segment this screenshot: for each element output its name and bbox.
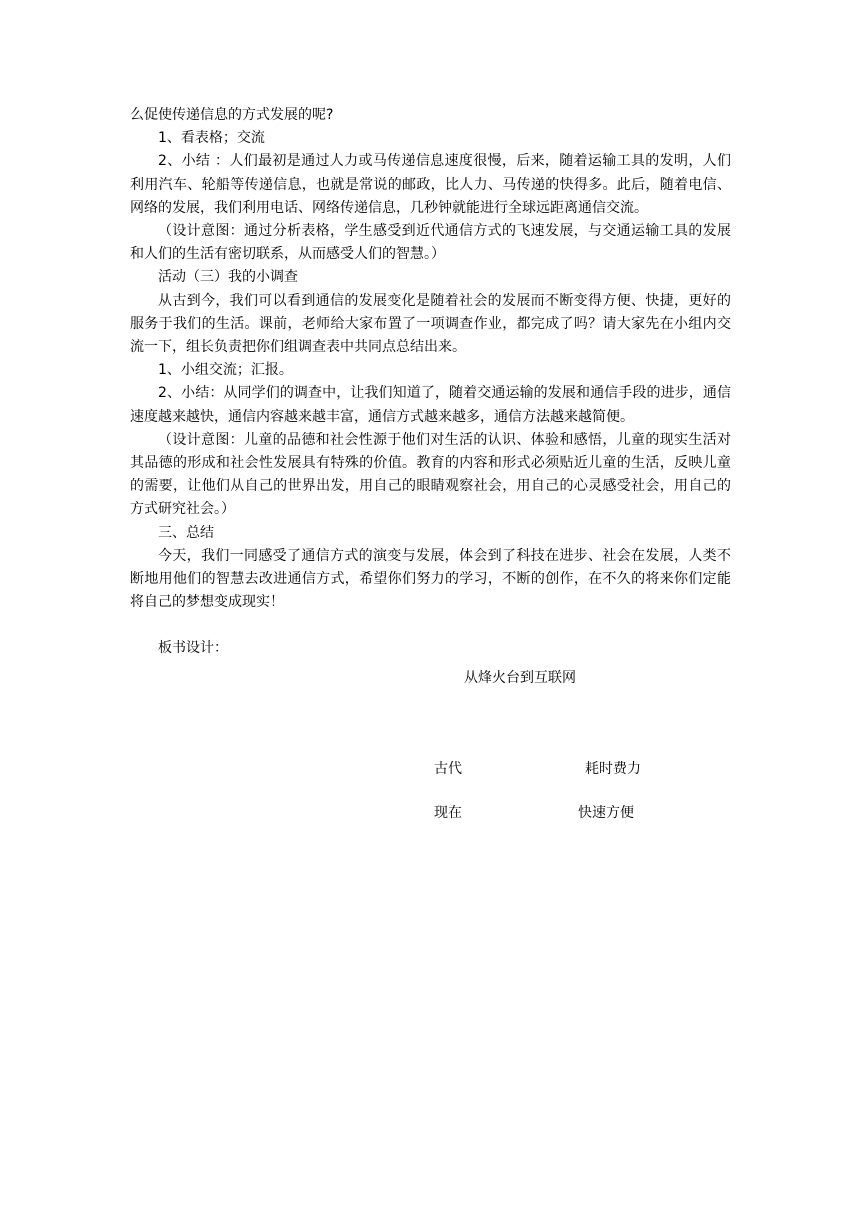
paragraph-board-design-label: 板书设计： xyxy=(158,640,228,657)
paragraph-summary-2: 2、小结：从同学们的调查中，让我们知道了，随着交通运输的发展和通信手段的进步，通信速度越来越快，通信内容越来越丰富，通信方式越来越多，通信方法越来越简便。 xyxy=(130,385,731,425)
paragraph-summary-1: 2、小结 ：人们最初是通过人力或马传递信息速度很慢，后来，随着运输工具的发明，人们利用汽车、轮船等传递信息，也就是常说的邮政，比人力、马传递的快得多。此后，随着电信、网络的发展，我们利用电话、网络传递信息，几秒钟就能进行全球远距离通信交流。 xyxy=(130,153,731,216)
board-feature-ancient: 耗时费力 xyxy=(585,761,641,777)
paragraph-step-1: 1、看表格；交流 xyxy=(158,130,265,147)
board-title: 从烽火台到互联网 xyxy=(464,670,576,686)
paragraph-activity-3-intro: 从古到今，我们可以看到通信的发展变化是随着社会的发展而不断变得方便、快捷，更好的服务于我们的生活。课前，老师给大家布置了一项调查作业，都完成了吗？请大家先在小组内交流一下，组长负责把你们组调查表中共同点总结出来。 xyxy=(130,292,731,356)
paragraph-group-exchange: 1、小组交流；汇报。 xyxy=(158,362,293,379)
lesson-text xyxy=(130,104,731,661)
board-feature-modern: 快速方便 xyxy=(578,805,634,821)
paragraph-activity-3-heading: 活动（三）我的小调查 xyxy=(158,269,298,286)
paragraph-question-continuation: 么促使传递信息的方式发展的呢? xyxy=(130,107,334,123)
paragraph-conclusion-heading: 三、总结 xyxy=(158,524,214,541)
board-era-ancient: 古代 xyxy=(434,761,462,777)
board-era-modern: 现在 xyxy=(434,805,462,821)
paragraph-design-intent-2: （设计意图：儿童的品德和社会性源于他们对生活的认识、体验和感悟，儿童的现实生活对其品德的形成和社会性发展具有特殊的价值。教育的内容和形式必须贴近儿童的生活，反映儿童的需要，让他们从自己的世界出发，用自己的眼睛观察社会，用自己的心灵感受社会，用自己的方式研究社会。） xyxy=(130,431,731,518)
paragraph-conclusion: 今天，我们一同感受了通信方式的演变与发展，体会到了科技在进步、社会在发展，人类不断地用他们的智慧去改进通信方式，希望你们努力的学习，不断的创作，在不久的将来你们定能将自己的梦想变成现实！ xyxy=(130,547,731,611)
paragraph-design-intent-1: （设计意图：通过分析表格，学生感受到近代通信方式的飞速发展，与交通运输工具的发展和人们的生活有密切联系，从而感受人们的智慧。） xyxy=(130,223,731,263)
